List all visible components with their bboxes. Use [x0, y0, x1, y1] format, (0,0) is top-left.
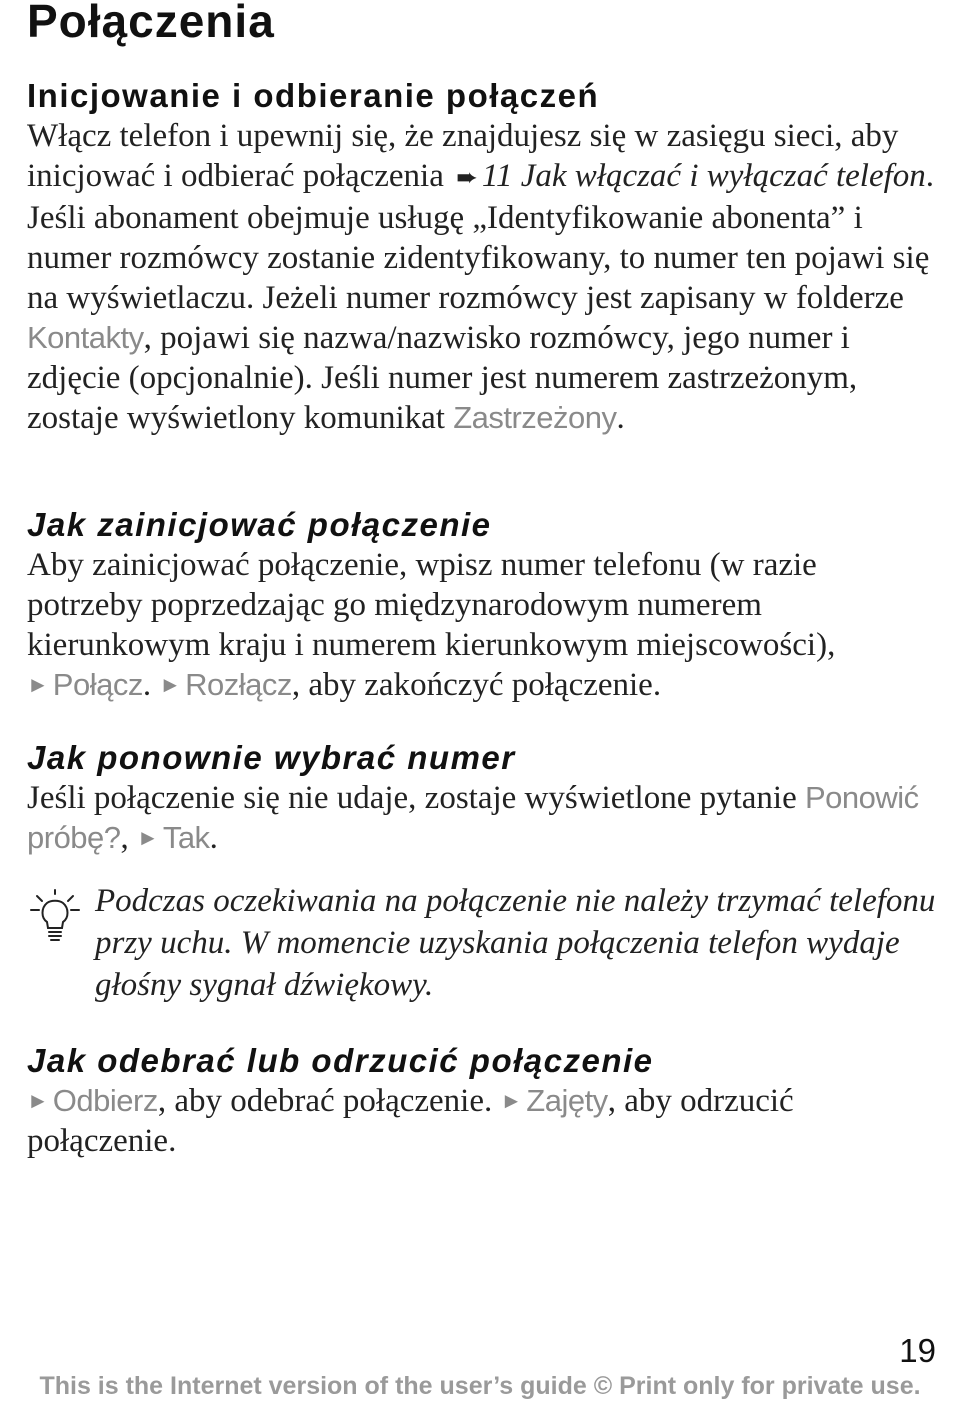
ui-term-end-call: Rozłącz — [185, 667, 292, 702]
section-heading: Jak ponownie wybrać numer — [27, 739, 516, 776]
ui-term-restricted: Zastrzeżony — [453, 400, 617, 435]
page-title: Połączenia — [27, 0, 275, 47]
body-text: , aby odrzucić połączenie. — [27, 1083, 794, 1159]
menu-arrow-icon: ► — [27, 672, 49, 697]
lightbulb-icon — [27, 888, 83, 944]
body-text: , aby zakończyć połączenie. — [291, 667, 662, 703]
reference-arrow-icon: ➨ — [456, 163, 478, 192]
ui-term-contacts: Kontakty — [27, 320, 144, 355]
section-make-call — [27, 505, 937, 705]
tip-text: Podczas oczekiwania na połączenie nie należy trzymać telefonu przy uchu. W momencie uzyskania połączenia telefon wydaje głośny sygnał dźwiękowy. — [95, 883, 936, 1003]
body-text: Jeśli połączenie się nie udaje, zostaje wyświetlone pytanie — [27, 780, 805, 816]
section-heading: Jak odebrać lub odrzucić połączenie — [27, 1042, 654, 1079]
body-text: , aby odebrać połączenie. — [157, 1083, 501, 1119]
section-answer-reject — [27, 1041, 937, 1161]
menu-arrow-icon: ► — [137, 825, 159, 850]
body-text: Aby zainicjować połączenie, wpisz numer telefonu (w razie potrzeby poprzedzając go międzynarodowym numerem kierunkowym kraju i numerem kierunkowym miejscowości), — [27, 547, 836, 663]
ui-term-yes: Tak — [162, 820, 210, 855]
menu-arrow-icon: ► — [27, 1088, 49, 1113]
section-body — [27, 116, 937, 438]
ui-term-call: Połącz — [52, 667, 143, 702]
section-body — [27, 1081, 937, 1161]
section-body — [27, 778, 937, 858]
page-number: 19 — [899, 1332, 936, 1369]
page-reference-link[interactable]: 11 Jak włączać i wyłączać telefon — [481, 158, 926, 194]
section-heading: Jak zainicjować połączenie — [27, 506, 492, 543]
body-text: , pojawi się nazwa/nazwisko rozmówcy, jego numer i zdjęcie (opcjonalnie). Jeśli numer jest numerem zastrzeżonym, zostaje wyświetlony komunikat — [27, 320, 858, 436]
section-initiate-receive — [27, 76, 937, 438]
body-text: . — [209, 820, 218, 856]
body-text: . Jeśli abonament obejmuje usługę „Identyfikowanie abonenta” i numer rozmówcy zostanie zidentyfikowany, to numer ten pojawi się na wyświetlaczu. Jeżeli numer rozmówcy jest zapisany w folderze — [27, 158, 935, 316]
body-text: Włącz telefon i upewnij się, że znajdujesz się w zasięgu sieci, aby inicjować i odbierać połączenia — [27, 118, 899, 194]
section-heading: Inicjowanie i odbieranie połączeń — [27, 77, 600, 114]
menu-arrow-icon: ► — [500, 1088, 523, 1113]
body-text: . — [616, 400, 625, 436]
section-body — [27, 545, 937, 705]
body-text: . — [142, 667, 160, 703]
tip-note — [27, 880, 937, 1006]
ui-term-busy: Zajęty — [526, 1083, 608, 1118]
ui-term-retry: Ponowić próbę? — [27, 780, 919, 855]
menu-arrow-icon: ► — [159, 672, 182, 697]
section-redial — [27, 738, 937, 858]
body-text: , — [120, 820, 138, 856]
ui-term-answer: Odbierz — [52, 1083, 158, 1118]
footer-notice: This is the Internet version of the user’s guide © Print only for private use. — [39, 1372, 921, 1400]
